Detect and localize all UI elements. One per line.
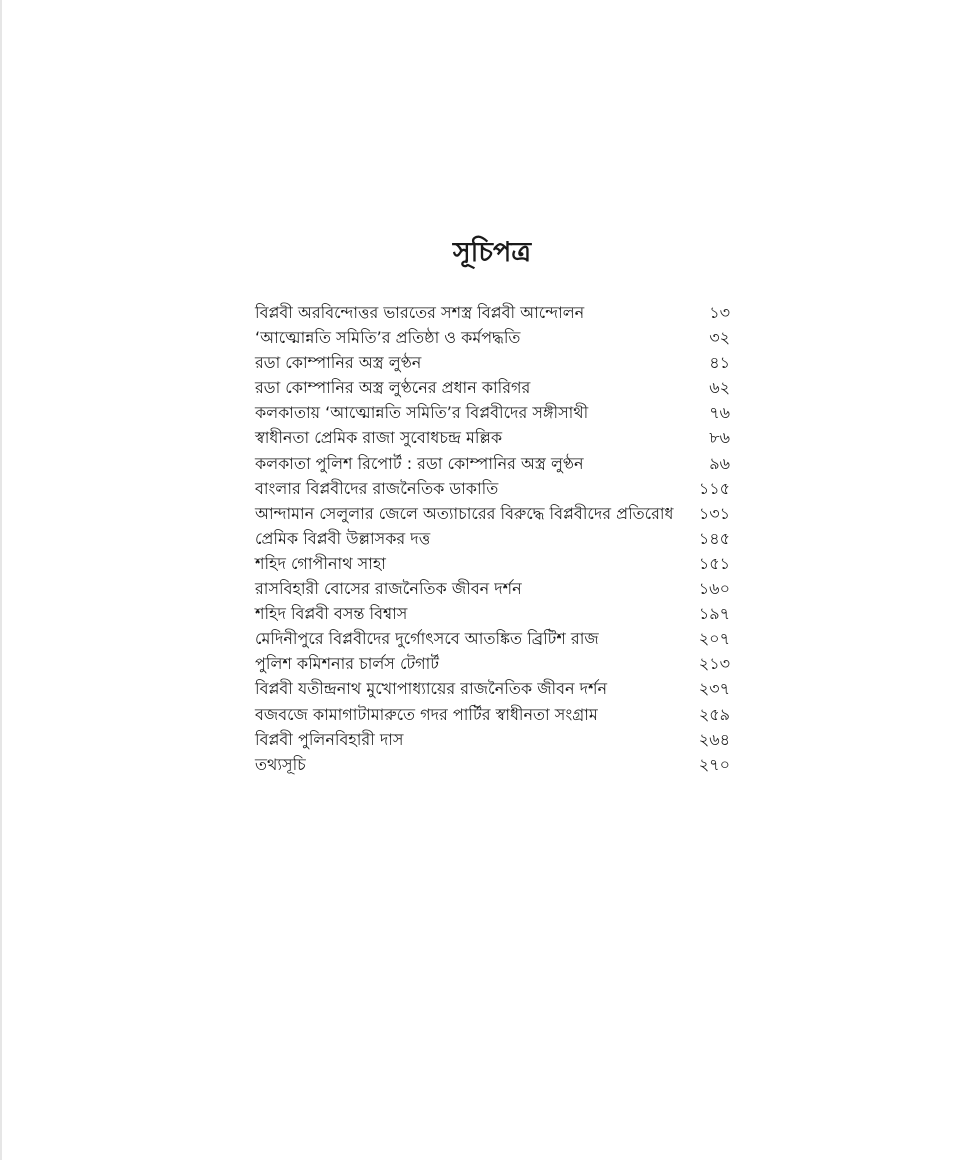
toc-entry-page: ১৫১ [698, 553, 730, 573]
toc-entry [255, 350, 730, 375]
toc-entry-title: ‘আত্মোন্নতি সমিতি’র প্রতিষ্ঠা ও কর্মপদ্ধতি [255, 328, 521, 348]
toc-entry [255, 601, 730, 626]
toc-entry-title: বজবজে কামাগাটামারুতে গদর পার্টির স্বাধীনতা সংগ্রাম [255, 704, 598, 724]
toc-entry [255, 676, 730, 701]
toc-entry [255, 727, 730, 752]
toc-entry [255, 626, 730, 651]
toc-entry [255, 551, 730, 576]
toc-entry [255, 400, 730, 425]
toc-entry-page: ১৪৫ [698, 528, 730, 548]
toc-entry [255, 501, 730, 526]
toc-entry-page: ৪১ [709, 353, 730, 373]
toc-entry-page: ৩২ [709, 328, 730, 348]
toc-entry-title: আন্দামান সেলুলার জেলে অত্যাচারের বিরুদ্ধে বিপ্লবীদের প্রতিরোধ [255, 503, 674, 523]
toc-entry [255, 702, 730, 727]
toc-entry-title: রডা কোম্পানির অস্ত্র লুণ্ঠনের প্রধান কারিগর [255, 378, 531, 398]
toc-entry [255, 576, 730, 601]
toc-entry-title: কলকাতা পুলিশ রিপোর্ট : রডা কোম্পানির অস্ত্র লুণ্ঠন [255, 453, 584, 473]
toc-entry-title: তথ্যসূচি [255, 754, 306, 774]
toc-entry-page: ২০৭ [698, 629, 730, 649]
toc-entry [255, 752, 730, 777]
toc-entry [255, 375, 730, 400]
toc-entry-page: ১১৫ [698, 478, 730, 498]
toc-entry-page: ১৬০ [698, 579, 730, 599]
toc-entry-page: ২৫৯ [698, 704, 730, 724]
toc-entry-title: প্রেমিক বিপ্লবী উল্লাসকর দত্ত [255, 528, 431, 548]
toc-entry-title: রাসবিহারী বোসের রাজনৈতিক জীবন দর্শন [255, 579, 522, 599]
toc-entry-title: শহিদ বিপ্লবী বসন্ত বিশ্বাস [255, 604, 408, 624]
toc-entry-page: ২১৩ [698, 654, 730, 674]
toc-entry-title: শহিদ গোপীনাথ সাহা [255, 553, 386, 573]
toc-entry [255, 651, 730, 676]
toc-entry [255, 300, 730, 325]
toc-entry [255, 526, 730, 551]
toc-entry [255, 451, 730, 476]
toc-entry [255, 325, 730, 350]
toc-entry-page: ৯৬ [709, 453, 730, 473]
toc-entry-page: ১৯৭ [698, 604, 730, 624]
toc-entry-page: ১৩ [709, 303, 730, 322]
toc-entry-page: ২৩৭ [698, 679, 730, 699]
toc-entry [255, 476, 730, 501]
table-of-contents [255, 300, 730, 777]
toc-entry [255, 425, 730, 450]
toc-entry-title: স্বাধীনতা প্রেমিক রাজা সুবোধচন্দ্র মল্লিক [255, 428, 503, 448]
toc-entry-title: বিপ্লবী অরবিন্দোত্তর ভারতের সশস্ত্র বিপ্লবী আন্দোলন [255, 303, 585, 322]
toc-entry-title: রডা কোম্পানির অস্ত্র লুণ্ঠন [255, 353, 422, 373]
toc-entry-title: কলকাতায় ‘আত্মোন্নতি সমিতি’র বিপ্লবীদের সঙ্গীসাথী [255, 403, 589, 423]
page-title: সূচিপত্র [452, 237, 532, 268]
toc-entry-title: বাংলার বিপ্লবীদের রাজনৈতিক ডাকাতি [255, 478, 499, 498]
toc-entry-title: মেদিনীপুরে বিপ্লবীদের দুর্গোৎসবে আতঙ্কিত ব্রিটিশ রাজ [255, 629, 599, 649]
toc-entry-page: ৮৬ [709, 428, 730, 448]
toc-entry-page: ২৬৪ [698, 729, 730, 749]
page-edge [0, 0, 2, 1160]
toc-entry-page: ১৩১ [698, 503, 730, 523]
toc-entry-title: বিপ্লবী পুলিনবিহারী দাস [255, 729, 404, 749]
toc-entry-page: ৬২ [709, 378, 730, 398]
toc-entry-page: ২৭০ [698, 754, 730, 774]
toc-entry-title: পুলিশ কমিশনার চার্লস টেগার্ট [255, 654, 440, 674]
toc-entry-page: ৭৬ [709, 403, 730, 423]
toc-entry-title: বিপ্লবী যতীন্দ্রনাথ মুখোপাধ্যায়ের রাজনৈতিক জীবন দর্শন [255, 679, 608, 699]
